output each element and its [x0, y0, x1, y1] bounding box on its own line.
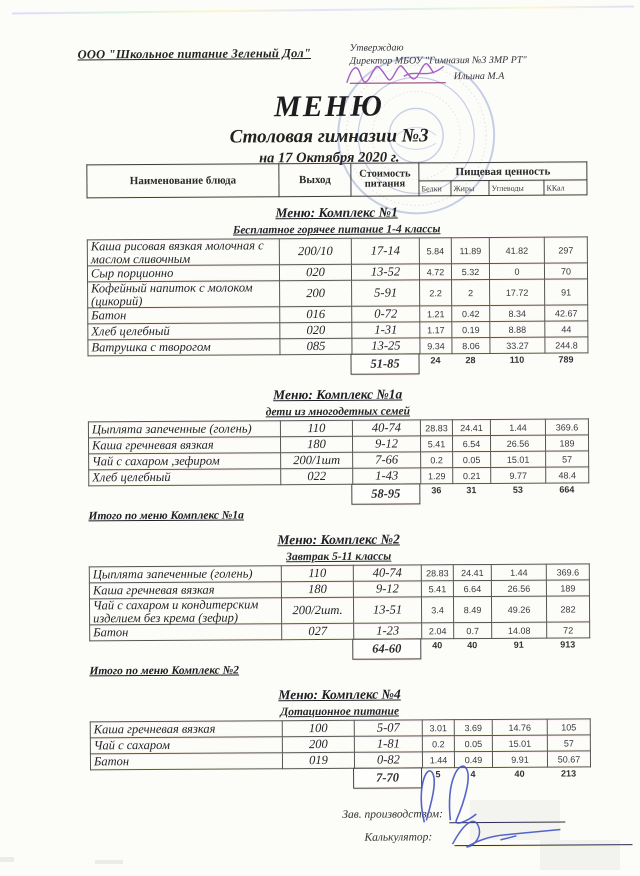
menu-title: МЕНЮ — [274, 89, 384, 124]
total-kcal: 664 — [559, 484, 575, 495]
output-cell: 200 — [280, 280, 352, 306]
total-fat: 4 — [470, 769, 476, 780]
total-cost: 64-60 — [352, 638, 421, 659]
dish-name-cell: Сыр порционно — [87, 265, 279, 282]
output-cell: 020 — [279, 264, 351, 280]
protein-cell: 28.83 — [420, 420, 452, 436]
total-fat: 31 — [466, 485, 477, 496]
carbs-cell: 8.88 — [490, 321, 545, 337]
total-kcal: 789 — [558, 354, 574, 365]
section-subtitle: Дотационное питание — [280, 705, 400, 719]
cost-cell: 0-72 — [352, 306, 420, 322]
carbs-cell: 26.56 — [491, 580, 546, 596]
dish-name-cell: Ватрушка с творогом — [88, 339, 280, 356]
manager-label: Зав. производством: — [342, 808, 444, 821]
carbs-cell: 14.76 — [492, 719, 547, 735]
output-cell: 022 — [281, 468, 353, 484]
output-cell: 200/10 — [279, 238, 351, 264]
total-carbs: 53 — [512, 484, 523, 495]
output-cell: 180 — [281, 581, 353, 597]
kcal-cell: 50.67 — [547, 751, 590, 767]
dish-name-cell: Каша гречневая вязкая — [90, 721, 282, 738]
output-cell: 100 — [282, 720, 354, 736]
kcal-cell: 91 — [545, 279, 588, 305]
carbs-cell: 17.72 — [490, 279, 545, 305]
kcal-cell: 369.6 — [545, 419, 588, 435]
carbs-cell: 49.26 — [491, 596, 546, 622]
menu-table — [87, 236, 589, 356]
total-carbs: 110 — [509, 354, 525, 365]
org-name: ООО "Школьное питание Зеленый Дол" — [77, 46, 312, 62]
cost-cell: 9-12 — [353, 581, 421, 597]
output-cell: 110 — [280, 420, 352, 436]
kcal-cell: 42.67 — [545, 305, 588, 321]
totals-row — [89, 638, 589, 665]
dish-name-cell: Каша гречневая вязкая — [88, 437, 280, 454]
calculator-label: Калькулятор: — [364, 831, 433, 844]
menu-subtitle: Столовая гимназии №3 — [229, 125, 429, 148]
menu-table — [90, 718, 591, 770]
total-protein: 5 — [435, 769, 441, 780]
dish-name-cell: Батон — [90, 753, 282, 770]
col-header-output: Выход — [279, 163, 351, 196]
kcal-cell: 105 — [547, 719, 590, 735]
total-protein: 24 — [430, 355, 441, 366]
dish-name-cell: Чай с сахаром ,зефиром — [89, 453, 281, 470]
kcal-cell: 48.4 — [546, 467, 589, 483]
dish-name-cell: Цыплята запеченные (голень) — [89, 566, 281, 583]
total-fat: 40 — [467, 640, 478, 651]
total-cost: 7-70 — [353, 767, 422, 788]
menu-sections — [0, 203, 640, 795]
cost-cell: 5-07 — [354, 720, 422, 736]
carbs-cell: 9.77 — [491, 467, 546, 483]
cost-cell: 7-66 — [353, 452, 421, 468]
kcal-cell: 57 — [546, 451, 589, 467]
cost-cell: 17-14 — [351, 238, 419, 264]
table-row — [88, 279, 588, 308]
col-header-carbs: Углеводы — [489, 180, 544, 195]
fat-cell: 24.41 — [452, 419, 490, 435]
protein-cell: 3.4 — [421, 597, 453, 623]
menu-section — [1, 530, 640, 681]
fat-cell: 0.7 — [454, 622, 492, 638]
fat-cell: 24.41 — [453, 564, 491, 580]
table-row — [87, 237, 587, 266]
protein-cell: 5.41 — [420, 436, 452, 452]
dish-name-cell: Хлеб целебный — [89, 469, 281, 486]
title-block — [0, 88, 638, 169]
fat-cell: 8.06 — [452, 337, 490, 353]
protein-cell: 0.2 — [421, 452, 453, 468]
approver-name: Ильина М.А — [453, 70, 505, 83]
menu-date: на 17 Октября 2020 г. — [259, 149, 400, 167]
col-header-protein: Белки — [419, 181, 451, 196]
protein-cell: 3.01 — [422, 720, 454, 736]
carbs-cell: 26.56 — [490, 435, 545, 451]
output-cell: 016 — [280, 306, 352, 322]
fat-cell: 6.54 — [452, 435, 490, 451]
fat-cell: 5.32 — [451, 263, 489, 279]
menu-section — [2, 685, 640, 795]
carbs-cell: 8.34 — [490, 305, 545, 321]
kcal-cell: 70 — [544, 263, 587, 279]
kcal-cell: 189 — [546, 580, 589, 596]
dish-name-cell: Каша рисовая вязкая молочная с маслом сливочным — [87, 239, 279, 266]
protein-cell: 1.44 — [422, 752, 454, 768]
dish-name-cell: Чай с сахаром — [90, 737, 282, 754]
dish-name-cell: Каша гречневая вязкая — [89, 582, 281, 599]
approve-director: Директор МБОУ "Гимназия №3 ЗМР РТ" — [349, 54, 527, 67]
protein-cell: 5.84 — [419, 238, 451, 264]
section-subtitle: Бесплатное горячее питание 1-4 классы — [232, 223, 441, 237]
col-header-kcal: ККал — [544, 180, 587, 195]
section-total-label: Итого по меню Комплекс №2 — [89, 664, 240, 678]
carbs-cell: 1.44 — [490, 419, 545, 435]
total-kcal: 913 — [560, 639, 576, 650]
carbs-cell: 9.91 — [492, 751, 547, 767]
total-cost: 58-95 — [351, 483, 420, 504]
section-title: Меню: Комплекс №1 — [275, 204, 398, 221]
total-carbs: 91 — [513, 639, 524, 650]
section-subtitle: дети из многодетных семей — [265, 405, 410, 419]
cost-cell: 13-51 — [353, 597, 421, 623]
total-cost: 51-85 — [350, 353, 419, 374]
protein-cell: 4.72 — [419, 264, 451, 280]
director-signature-line — [350, 68, 446, 84]
total-kcal: 213 — [561, 768, 577, 779]
col-header-fat: Жиры — [451, 180, 489, 195]
fat-cell: 8.49 — [453, 596, 491, 622]
fat-cell: 0.05 — [454, 735, 492, 751]
cost-cell: 1-81 — [354, 736, 422, 752]
cost-cell: 5-91 — [352, 280, 420, 306]
output-cell: 019 — [282, 752, 354, 768]
output-cell: 200/2шт. — [281, 597, 353, 623]
col-header-cost: Стоимость питания — [351, 163, 419, 196]
section-title: Меню: Комплекс №1а — [273, 386, 403, 403]
total-carbs: 40 — [514, 768, 525, 779]
dish-name-cell: Батон — [90, 624, 282, 641]
carbs-cell: 14.08 — [492, 622, 547, 638]
calculator-signature — [442, 813, 572, 854]
dish-name-cell: Батон — [88, 307, 280, 324]
menu-table — [88, 418, 589, 486]
totals-row — [87, 353, 587, 380]
kcal-cell: 44 — [545, 321, 588, 337]
cost-cell: 40-74 — [353, 565, 421, 581]
kcal-cell: 244.8 — [545, 337, 588, 353]
dish-name-cell: Цыплята запеченные (голень) — [88, 421, 280, 438]
fat-cell: 6.64 — [453, 580, 491, 596]
document-body — [0, 161, 640, 876]
director-signature-row — [350, 66, 600, 84]
section-total-label: Итого по меню Комплекс №1а — [88, 509, 244, 523]
kcal-cell: 57 — [547, 735, 590, 751]
kcal-cell: 282 — [546, 596, 589, 622]
menu-table — [89, 563, 590, 641]
output-cell: 110 — [281, 565, 353, 581]
cost-cell: 1-43 — [353, 468, 421, 484]
output-cell: 027 — [282, 623, 354, 639]
output-cell: 200/1шт — [281, 452, 353, 468]
cost-cell: 13-52 — [351, 264, 419, 280]
protein-cell: 1.21 — [420, 306, 452, 322]
protein-cell: 9.34 — [420, 338, 452, 354]
cost-cell: 40-74 — [352, 420, 420, 436]
carbs-cell: 0 — [489, 263, 544, 279]
cost-cell: 13-25 — [352, 338, 420, 354]
carbs-cell: 1.44 — [491, 564, 546, 580]
fat-cell: 11.89 — [451, 237, 489, 263]
output-cell: 020 — [280, 322, 352, 338]
protein-cell: 5.41 — [421, 581, 453, 597]
fat-cell: 0.49 — [454, 751, 492, 767]
totals-row — [88, 483, 588, 510]
protein-cell: 28.83 — [421, 565, 453, 581]
menu-section — [0, 203, 640, 381]
menu-header-table — [86, 161, 587, 198]
total-protein: 36 — [431, 485, 442, 496]
director-signature — [344, 60, 448, 87]
table-row — [89, 596, 589, 625]
total-fat: 28 — [465, 355, 476, 366]
protein-cell: 1.29 — [421, 468, 453, 484]
col-header-nutrition: Пищевая ценность — [419, 162, 587, 181]
cost-cell: 0-82 — [354, 752, 422, 768]
signature-footer — [2, 799, 640, 876]
dish-name-cell: Чай с сахаром и кондитерским изделием без крема (зефир) — [89, 598, 281, 625]
protein-cell: 1.17 — [420, 322, 452, 338]
carbs-cell: 33.27 — [490, 337, 545, 353]
approve-label: Утверждаю — [349, 42, 404, 54]
protein-cell: 2.2 — [420, 280, 452, 306]
fat-cell: 0.42 — [452, 305, 490, 321]
protein-cell: 0.2 — [422, 736, 454, 752]
dish-name-cell: Хлеб целебный — [88, 323, 280, 340]
output-cell: 085 — [280, 338, 352, 354]
cost-cell: 9-12 — [352, 436, 420, 452]
section-subtitle: Завтрак 5-11 классы — [286, 550, 392, 564]
carbs-cell: 15.01 — [491, 451, 546, 467]
fat-cell: 0.05 — [453, 451, 491, 467]
carbs-cell: 41.82 — [489, 237, 544, 263]
fat-cell: 0.19 — [452, 321, 490, 337]
kcal-cell: 369.6 — [546, 564, 589, 580]
fat-cell: 3.69 — [454, 719, 492, 735]
output-cell: 200 — [282, 736, 354, 752]
col-header-name: Наименование блюда — [87, 164, 279, 198]
menu-section — [0, 385, 640, 526]
section-title: Меню: Комплекс №4 — [278, 686, 401, 703]
kcal-cell: 72 — [547, 622, 590, 638]
cost-cell: 1-31 — [352, 322, 420, 338]
approval-block — [350, 40, 600, 84]
fat-cell: 0.21 — [453, 467, 491, 483]
kcal-cell: 189 — [545, 435, 588, 451]
totals-row — [90, 767, 590, 794]
kcal-cell: 297 — [544, 237, 587, 263]
dish-name-cell: Кофейный напиток с молоком (цикорий) — [88, 281, 280, 308]
fat-cell: 2 — [452, 279, 490, 305]
output-cell: 180 — [280, 436, 352, 452]
protein-cell: 2.04 — [422, 623, 454, 639]
cost-cell: 1-23 — [354, 623, 422, 639]
section-title: Меню: Комплекс №2 — [277, 531, 400, 548]
total-protein: 40 — [432, 640, 443, 651]
carbs-cell: 15.01 — [492, 735, 547, 751]
